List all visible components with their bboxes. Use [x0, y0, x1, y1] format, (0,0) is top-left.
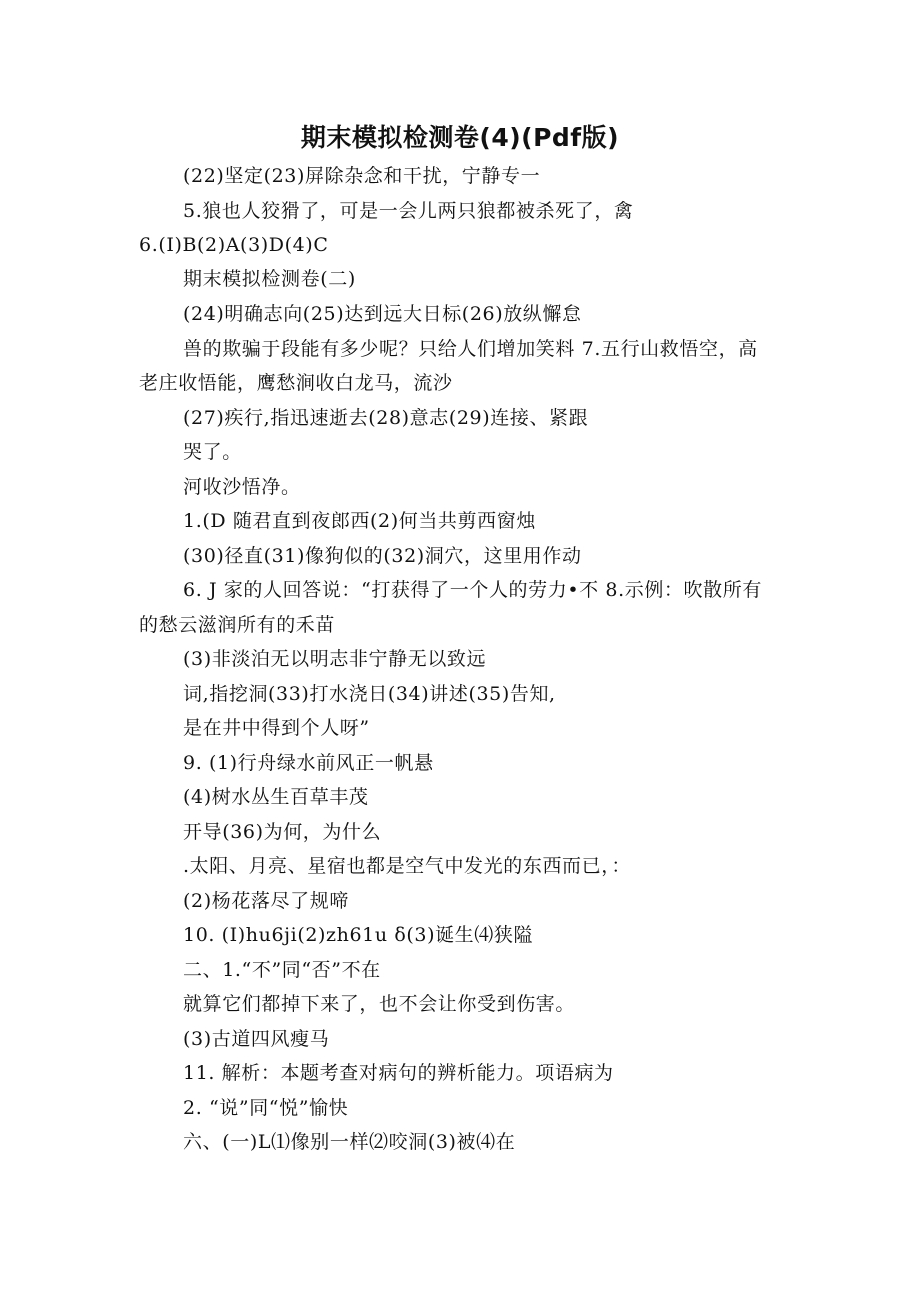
text-line: 11. 解析：本题考查对病句的辨析能力。项语病为	[183, 1062, 614, 1084]
text-line: (3)古道四风瘦马	[183, 1028, 330, 1050]
text-line: 就算它们都掉下来了，也不会让你受到伤害。	[183, 993, 576, 1015]
text-line: 开导(36)为何，为什么	[183, 821, 382, 843]
text-line: 二、1.“不”同“否”不在	[183, 959, 381, 981]
text-line: .太阳、月亮、星宿也都是空气中发光的东西而已，：	[183, 855, 631, 877]
text-line: 6.(I)B(2)A(3)D(4)C	[139, 234, 329, 256]
text-line: 10. (I)hu6ji(2)zh61u δ(3)诞生⑷狭隘	[183, 924, 534, 946]
text-line: 词,指挖洞(33)打水浇日(34)讲述(35)告知,	[183, 683, 556, 705]
text-line: (24)明确志向(25)达到远大日标(26)放纵懈怠	[183, 303, 582, 325]
text-line: 6. J 家的人回答说：“打获得了一个人的劳力•不 8.示例：吹散所有	[183, 579, 762, 601]
text-line: (2)杨花落尽了规啼	[183, 890, 349, 912]
document-title: 期末模拟检测卷(4)(Pdf版)	[300, 123, 620, 152]
text-line: (3)非淡泊无以明志非宁静无以致远	[183, 648, 487, 670]
text-line: 9. (1)行舟绿水前风正一帆悬	[183, 752, 434, 774]
text-line: 的愁云滋润所有的禾苗	[139, 614, 336, 636]
text-line: (30)径直(31)像狗似的(32)洞穴，这里用作动	[183, 545, 582, 567]
text-line: 1.(D 随君直到夜郎西(2)何当共剪西窗烛	[183, 510, 536, 532]
text-line: (4)树水丛生百草丰茂	[183, 786, 369, 808]
text-line: 六、(一)L⑴像别一样⑵咬洞(3)被⑷在	[183, 1131, 516, 1153]
text-line: (22)坚定(23)屏除杂念和干扰，宁静专一	[183, 165, 541, 187]
text-line: 是在井中得到个人呀”	[183, 717, 370, 739]
text-line: 老庄收悟能，鹰愁涧收白龙马，流沙	[139, 372, 453, 394]
text-line: 期末模拟检测卷(二)	[183, 268, 356, 290]
text-line: 哭了。	[183, 441, 242, 463]
text-line: (27)疾行,指迅速逝去(28)意志(29)连接、紧跟	[183, 407, 589, 429]
text-line: 2. “说”同“悦”愉快	[183, 1097, 349, 1119]
text-line: 河收沙悟净。	[183, 476, 301, 498]
text-line: 兽的欺骗于段能有多少呢？只给人们增加笑料 7.五行山救悟空，高	[183, 338, 758, 360]
text-line: 5.狼也人狡猾了，可是一会儿两只狼都被杀死了，禽	[183, 200, 634, 222]
